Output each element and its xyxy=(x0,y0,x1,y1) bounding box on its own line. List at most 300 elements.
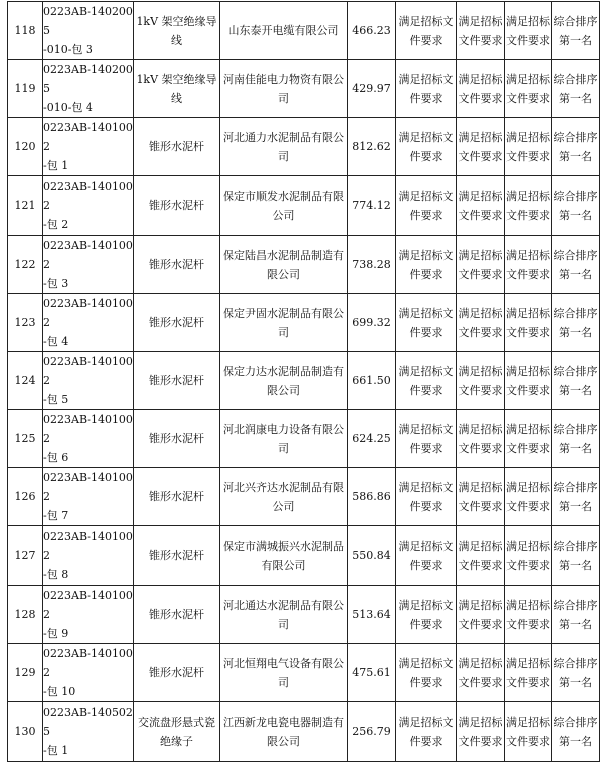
rank-cell xyxy=(552,526,600,586)
rank-text: 综合排序 xyxy=(553,422,598,436)
supplier-name-text: 公司 xyxy=(272,499,295,513)
review-2-cell xyxy=(457,176,505,236)
review-3-text: 文件要求 xyxy=(506,383,550,397)
review-2-text: 满足招标 xyxy=(458,422,503,436)
item-name-text: 锥形水泥杆 xyxy=(149,258,204,271)
package-number-text: 0223AB-1401002 xyxy=(43,413,133,445)
item-name-cell xyxy=(134,60,220,118)
bid-price-cell xyxy=(348,176,396,236)
bid-price-text: 429.97 xyxy=(352,82,391,95)
row-number-text: 120 xyxy=(14,140,36,153)
row-number-cell xyxy=(8,468,43,526)
supplier-name-cell xyxy=(220,60,348,118)
row-number-cell xyxy=(8,60,43,118)
package-number-text: 0223AB-1401002 xyxy=(43,239,133,271)
supplier-name-text: 保定力达水泥制品制造有 xyxy=(223,364,344,378)
package-number-cell xyxy=(43,586,134,644)
rank-text: 第一名 xyxy=(559,441,592,455)
review-3-text: 文件要求 xyxy=(506,558,550,572)
review-3-text: 满足招标 xyxy=(506,539,550,553)
bid-price-cell xyxy=(348,468,396,526)
supplier-name-cell xyxy=(220,352,348,410)
review-3-text: 文件要求 xyxy=(506,33,550,47)
review-3-text: 文件要求 xyxy=(506,149,550,163)
review-3-cell xyxy=(505,118,552,176)
package-number-cell xyxy=(43,118,134,176)
package-number-cell xyxy=(43,294,134,352)
package-number-text: 0223AB-1401002 xyxy=(43,647,133,679)
review-2-cell xyxy=(457,118,505,176)
review-3-text: 满足招标 xyxy=(506,306,550,320)
item-name-text: 1kV 架空绝缘导线 xyxy=(136,72,217,105)
supplier-name-cell xyxy=(220,468,348,526)
item-name-cell xyxy=(134,526,220,586)
review-2-text: 文件要求 xyxy=(458,325,503,339)
supplier-name-cell xyxy=(220,236,348,294)
table-row xyxy=(8,236,600,294)
bid-price-text: 699.32 xyxy=(352,316,391,329)
review-1-text: 满足招标文 xyxy=(398,364,454,378)
review-1-text: 满足招标文 xyxy=(398,539,454,553)
table-row xyxy=(8,118,600,176)
supplier-name-text: 河北通力水泥制品有限公 xyxy=(223,130,344,144)
rank-cell xyxy=(552,176,600,236)
review-1-text: 满足招标文 xyxy=(398,480,454,494)
review-1-text: 满足招标文 xyxy=(398,306,454,320)
supplier-name-text: 有限公司 xyxy=(261,558,306,572)
supplier-name-text: 限公司 xyxy=(267,383,300,397)
review-1-text: 件要求 xyxy=(409,734,443,748)
review-3-text: 满足招标 xyxy=(506,598,550,612)
bid-price-text: 256.79 xyxy=(352,725,391,738)
package-number-text: -包 2 xyxy=(43,218,69,231)
review-2-text: 满足招标 xyxy=(458,14,503,28)
rank-cell xyxy=(552,352,600,410)
review-3-text: 文件要求 xyxy=(506,734,550,748)
supplier-name-text: 河南佳能电力物资有限公 xyxy=(223,72,344,86)
supplier-name-cell xyxy=(220,410,348,468)
package-number-text: -010-包 4 xyxy=(43,101,93,114)
review-2-cell xyxy=(457,236,505,294)
supplier-name-text: 司 xyxy=(278,149,289,163)
review-1-cell xyxy=(396,176,457,236)
review-3-text: 文件要求 xyxy=(506,617,550,631)
table-row xyxy=(8,2,600,60)
package-number-text: -包 5 xyxy=(43,393,69,406)
review-2-text: 文件要求 xyxy=(458,734,503,748)
package-number-cell xyxy=(43,410,134,468)
table-body xyxy=(8,2,600,762)
review-1-text: 满足招标文 xyxy=(398,715,454,729)
bid-price-cell xyxy=(348,352,396,410)
row-number-text: 125 xyxy=(14,432,36,445)
review-3-cell xyxy=(505,236,552,294)
supplier-name-text: 保定尹固水泥制品有限公 xyxy=(223,306,344,320)
item-name-cell xyxy=(134,644,220,702)
review-2-text: 文件要求 xyxy=(458,267,503,281)
package-number-text: 0223AB-1401002 xyxy=(43,471,133,503)
rank-text: 第一名 xyxy=(559,558,592,572)
package-number-cell xyxy=(43,60,134,118)
review-1-text: 件要求 xyxy=(409,499,443,513)
bid-price-text: 586.86 xyxy=(352,490,391,503)
supplier-name-cell xyxy=(220,2,348,60)
rank-text: 第一名 xyxy=(559,325,592,339)
package-number-text: 0223AB-1402005 xyxy=(43,63,133,95)
rank-cell xyxy=(552,410,600,468)
review-1-cell xyxy=(396,410,457,468)
review-1-text: 件要求 xyxy=(409,441,443,455)
review-3-text: 满足招标 xyxy=(506,715,550,729)
package-number-text: 0223AB-1401002 xyxy=(43,180,133,212)
rank-cell xyxy=(552,60,600,118)
review-3-text: 文件要求 xyxy=(506,675,550,689)
item-name-text: 锥形水泥杆 xyxy=(149,374,204,387)
bid-price-cell xyxy=(348,644,396,702)
review-2-text: 满足招标 xyxy=(458,189,503,203)
item-name-cell xyxy=(134,118,220,176)
review-3-text: 满足招标 xyxy=(506,14,550,28)
review-2-cell xyxy=(457,410,505,468)
supplier-name-text: 司 xyxy=(278,91,289,105)
review-2-cell xyxy=(457,60,505,118)
supplier-name-text: 河北恒翔电气设备有限公 xyxy=(223,656,344,670)
rank-text: 综合排序 xyxy=(553,598,598,612)
review-3-text: 满足招标 xyxy=(506,364,550,378)
supplier-name-text: 河北兴齐达水泥制品有限 xyxy=(223,480,344,494)
review-1-cell xyxy=(396,644,457,702)
item-name-text: 交流盘形悬式瓷绝缘子 xyxy=(138,715,215,748)
supplier-name-cell xyxy=(220,294,348,352)
item-name-text: 锥形水泥杆 xyxy=(149,608,204,621)
bid-results-table xyxy=(7,1,600,762)
package-number-cell xyxy=(43,468,134,526)
review-3-text: 满足招标 xyxy=(506,422,550,436)
review-3-cell xyxy=(505,468,552,526)
rank-text: 综合排序 xyxy=(553,539,598,553)
package-number-text: -010-包 3 xyxy=(43,43,93,56)
review-1-cell xyxy=(396,236,457,294)
item-name-cell xyxy=(134,2,220,60)
item-name-cell xyxy=(134,236,220,294)
table-row xyxy=(8,410,600,468)
row-number-cell xyxy=(8,352,43,410)
review-2-text: 文件要求 xyxy=(458,208,503,222)
package-number-cell xyxy=(43,176,134,236)
review-3-cell xyxy=(505,352,552,410)
bid-price-cell xyxy=(348,410,396,468)
rank-text: 综合排序 xyxy=(553,72,598,86)
item-name-text: 1kV 架空绝缘导线 xyxy=(136,14,217,47)
supplier-name-cell xyxy=(220,702,348,762)
review-2-cell xyxy=(457,702,505,762)
review-1-cell xyxy=(396,702,457,762)
rank-text: 第一名 xyxy=(559,499,592,513)
review-2-text: 文件要求 xyxy=(458,558,503,572)
rank-text: 第一名 xyxy=(559,267,592,281)
package-number-text: 0223AB-1405025 xyxy=(43,706,133,738)
item-name-text: 锥形水泥杆 xyxy=(149,666,204,679)
supplier-name-text: 山东泰开电缆有限公司 xyxy=(228,24,339,37)
review-2-text: 文件要求 xyxy=(458,441,503,455)
bid-price-cell xyxy=(348,526,396,586)
review-1-text: 件要求 xyxy=(409,675,443,689)
review-3-text: 满足招标 xyxy=(506,480,550,494)
review-2-text: 文件要求 xyxy=(458,91,503,105)
rank-cell xyxy=(552,644,600,702)
row-number-cell xyxy=(8,118,43,176)
row-number-text: 126 xyxy=(14,490,36,503)
rank-text: 第一名 xyxy=(559,675,592,689)
review-1-text: 满足招标文 xyxy=(398,72,454,86)
review-2-cell xyxy=(457,294,505,352)
supplier-name-text: 司 xyxy=(278,617,289,631)
item-name-text: 锥形水泥杆 xyxy=(149,490,204,503)
rank-text: 综合排序 xyxy=(553,480,598,494)
table-row xyxy=(8,526,600,586)
row-number-text: 128 xyxy=(14,608,36,621)
package-number-text: 0223AB-1401002 xyxy=(43,589,133,621)
rank-text: 第一名 xyxy=(559,383,592,397)
review-3-text: 满足招标 xyxy=(506,656,550,670)
package-number-text: 0223AB-1401002 xyxy=(43,530,133,562)
review-2-text: 满足招标 xyxy=(458,364,503,378)
row-number-text: 130 xyxy=(14,725,36,738)
table-row xyxy=(8,702,600,762)
rank-text: 综合排序 xyxy=(553,130,598,144)
package-number-text: 0223AB-1401002 xyxy=(43,121,133,153)
review-2-cell xyxy=(457,586,505,644)
review-2-text: 文件要求 xyxy=(458,383,503,397)
rank-cell xyxy=(552,2,600,60)
supplier-name-text: 公司 xyxy=(272,208,295,222)
review-1-text: 满足招标文 xyxy=(398,130,454,144)
review-2-text: 满足招标 xyxy=(458,306,503,320)
supplier-name-cell xyxy=(220,526,348,586)
supplier-name-text: 保定市顺发水泥制品有限 xyxy=(223,189,344,203)
supplier-name-text: 限公司 xyxy=(267,734,300,748)
bid-price-text: 774.12 xyxy=(352,199,391,212)
row-number-text: 129 xyxy=(14,666,36,679)
review-3-cell xyxy=(505,2,552,60)
row-number-cell xyxy=(8,644,43,702)
row-number-text: 118 xyxy=(14,24,36,37)
review-3-text: 满足招标 xyxy=(506,130,550,144)
bid-price-text: 661.50 xyxy=(352,374,391,387)
supplier-name-cell xyxy=(220,586,348,644)
supplier-name-text: 限公司 xyxy=(267,267,300,281)
review-3-text: 文件要求 xyxy=(506,267,550,281)
package-number-text: -包 3 xyxy=(43,277,69,290)
rank-cell xyxy=(552,468,600,526)
bid-price-cell xyxy=(348,118,396,176)
supplier-name-text: 江西新龙电瓷电器制造有 xyxy=(223,715,344,729)
review-3-text: 满足招标 xyxy=(506,248,550,262)
review-1-cell xyxy=(396,60,457,118)
bid-price-text: 624.25 xyxy=(352,432,391,445)
review-3-cell xyxy=(505,644,552,702)
review-1-cell xyxy=(396,586,457,644)
bid-price-text: 812.62 xyxy=(352,140,391,153)
review-1-text: 件要求 xyxy=(409,33,443,47)
bid-price-cell xyxy=(348,702,396,762)
item-name-text: 锥形水泥杆 xyxy=(149,316,204,329)
review-2-text: 满足招标 xyxy=(458,248,503,262)
bid-price-text: 550.84 xyxy=(352,549,391,562)
table-row xyxy=(8,586,600,644)
item-name-cell xyxy=(134,586,220,644)
rank-text: 第一名 xyxy=(559,33,592,47)
package-number-text: -包 8 xyxy=(43,568,69,581)
package-number-text: -包 9 xyxy=(43,627,69,640)
review-3-text: 满足招标 xyxy=(506,189,550,203)
bid-price-cell xyxy=(348,586,396,644)
review-1-text: 件要求 xyxy=(409,267,443,281)
rank-text: 第一名 xyxy=(559,734,592,748)
review-1-text: 件要求 xyxy=(409,383,443,397)
review-1-cell xyxy=(396,352,457,410)
review-2-text: 文件要求 xyxy=(458,675,503,689)
review-2-text: 满足招标 xyxy=(458,598,503,612)
package-number-cell xyxy=(43,352,134,410)
item-name-text: 锥形水泥杆 xyxy=(149,432,204,445)
bid-price-cell xyxy=(348,236,396,294)
review-2-cell xyxy=(457,644,505,702)
row-number-cell xyxy=(8,410,43,468)
row-number-cell xyxy=(8,526,43,586)
package-number-text: 0223AB-1402005 xyxy=(43,5,133,37)
package-number-text: -包 1 xyxy=(43,744,69,757)
item-name-cell xyxy=(134,702,220,762)
table-row xyxy=(8,60,600,118)
rank-text: 综合排序 xyxy=(553,364,598,378)
rank-cell xyxy=(552,118,600,176)
rank-text: 综合排序 xyxy=(553,306,598,320)
review-2-cell xyxy=(457,468,505,526)
review-1-text: 满足招标文 xyxy=(398,189,454,203)
review-1-text: 件要求 xyxy=(409,325,443,339)
review-1-text: 满足招标文 xyxy=(398,598,454,612)
package-number-text: -包 1 xyxy=(43,159,69,172)
bid-price-text: 466.23 xyxy=(352,24,391,37)
supplier-name-cell xyxy=(220,118,348,176)
review-3-text: 文件要求 xyxy=(506,208,550,222)
review-1-text: 件要求 xyxy=(409,617,443,631)
rank-cell xyxy=(552,236,600,294)
row-number-text: 123 xyxy=(14,316,36,329)
bid-price-cell xyxy=(348,294,396,352)
review-2-cell xyxy=(457,352,505,410)
table-row xyxy=(8,644,600,702)
review-3-cell xyxy=(505,60,552,118)
row-number-cell xyxy=(8,176,43,236)
review-2-text: 文件要求 xyxy=(458,499,503,513)
item-name-cell xyxy=(134,468,220,526)
rank-text: 综合排序 xyxy=(553,189,598,203)
rank-text: 综合排序 xyxy=(553,248,598,262)
package-number-cell xyxy=(43,526,134,586)
review-2-text: 满足招标 xyxy=(458,72,503,86)
review-3-cell xyxy=(505,586,552,644)
review-1-text: 件要求 xyxy=(409,558,443,572)
package-number-text: -包 7 xyxy=(43,509,69,522)
bid-price-text: 513.64 xyxy=(352,608,391,621)
review-1-cell xyxy=(396,526,457,586)
row-number-text: 127 xyxy=(14,549,36,562)
review-2-text: 文件要求 xyxy=(458,149,503,163)
rank-text: 第一名 xyxy=(559,208,592,222)
review-1-text: 件要求 xyxy=(409,149,443,163)
package-number-text: 0223AB-1401002 xyxy=(43,297,133,329)
review-3-text: 文件要求 xyxy=(506,499,550,513)
review-1-text: 满足招标文 xyxy=(398,656,454,670)
table-row xyxy=(8,352,600,410)
item-name-cell xyxy=(134,410,220,468)
row-number-text: 121 xyxy=(14,199,36,212)
package-number-cell xyxy=(43,236,134,294)
package-number-cell xyxy=(43,702,134,762)
row-number-text: 124 xyxy=(14,374,36,387)
table-row xyxy=(8,176,600,236)
row-number-cell xyxy=(8,2,43,60)
rank-cell xyxy=(552,586,600,644)
item-name-text: 锥形水泥杆 xyxy=(149,199,204,212)
bid-price-text: 475.61 xyxy=(352,666,391,679)
bid-price-cell xyxy=(348,60,396,118)
row-number-cell xyxy=(8,236,43,294)
bid-price-cell xyxy=(348,2,396,60)
review-1-cell xyxy=(396,2,457,60)
review-1-cell xyxy=(396,468,457,526)
review-2-text: 满足招标 xyxy=(458,656,503,670)
rank-text: 第一名 xyxy=(559,149,592,163)
rank-cell xyxy=(552,702,600,762)
item-name-cell xyxy=(134,294,220,352)
review-3-cell xyxy=(505,410,552,468)
review-2-text: 文件要求 xyxy=(458,33,503,47)
item-name-text: 锥形水泥杆 xyxy=(149,140,204,153)
rank-text: 第一名 xyxy=(559,91,592,105)
package-number-text: -包 6 xyxy=(43,451,69,464)
review-2-text: 满足招标 xyxy=(458,480,503,494)
review-2-text: 文件要求 xyxy=(458,617,503,631)
row-number-text: 122 xyxy=(14,258,36,271)
item-name-cell xyxy=(134,176,220,236)
row-number-cell xyxy=(8,702,43,762)
item-name-text: 锥形水泥杆 xyxy=(149,549,204,562)
rank-text: 综合排序 xyxy=(553,715,598,729)
review-3-cell xyxy=(505,176,552,236)
table-row xyxy=(8,468,600,526)
review-2-cell xyxy=(457,526,505,586)
review-1-cell xyxy=(396,118,457,176)
review-3-text: 满足招标 xyxy=(506,72,550,86)
rank-cell xyxy=(552,294,600,352)
bid-price-text: 738.28 xyxy=(352,258,391,271)
review-2-text: 满足招标 xyxy=(458,715,503,729)
review-3-text: 文件要求 xyxy=(506,91,550,105)
review-3-text: 文件要求 xyxy=(506,325,550,339)
review-2-text: 满足招标 xyxy=(458,539,503,553)
package-number-cell xyxy=(43,644,134,702)
table-row xyxy=(8,294,600,352)
review-1-text: 满足招标文 xyxy=(398,14,454,28)
review-1-cell xyxy=(396,294,457,352)
review-1-text: 件要求 xyxy=(409,91,443,105)
review-2-text: 满足招标 xyxy=(458,130,503,144)
supplier-name-text: 河北润康电力设备有限公 xyxy=(223,422,344,436)
supplier-name-text: 河北通达水泥制品有限公 xyxy=(223,598,344,612)
